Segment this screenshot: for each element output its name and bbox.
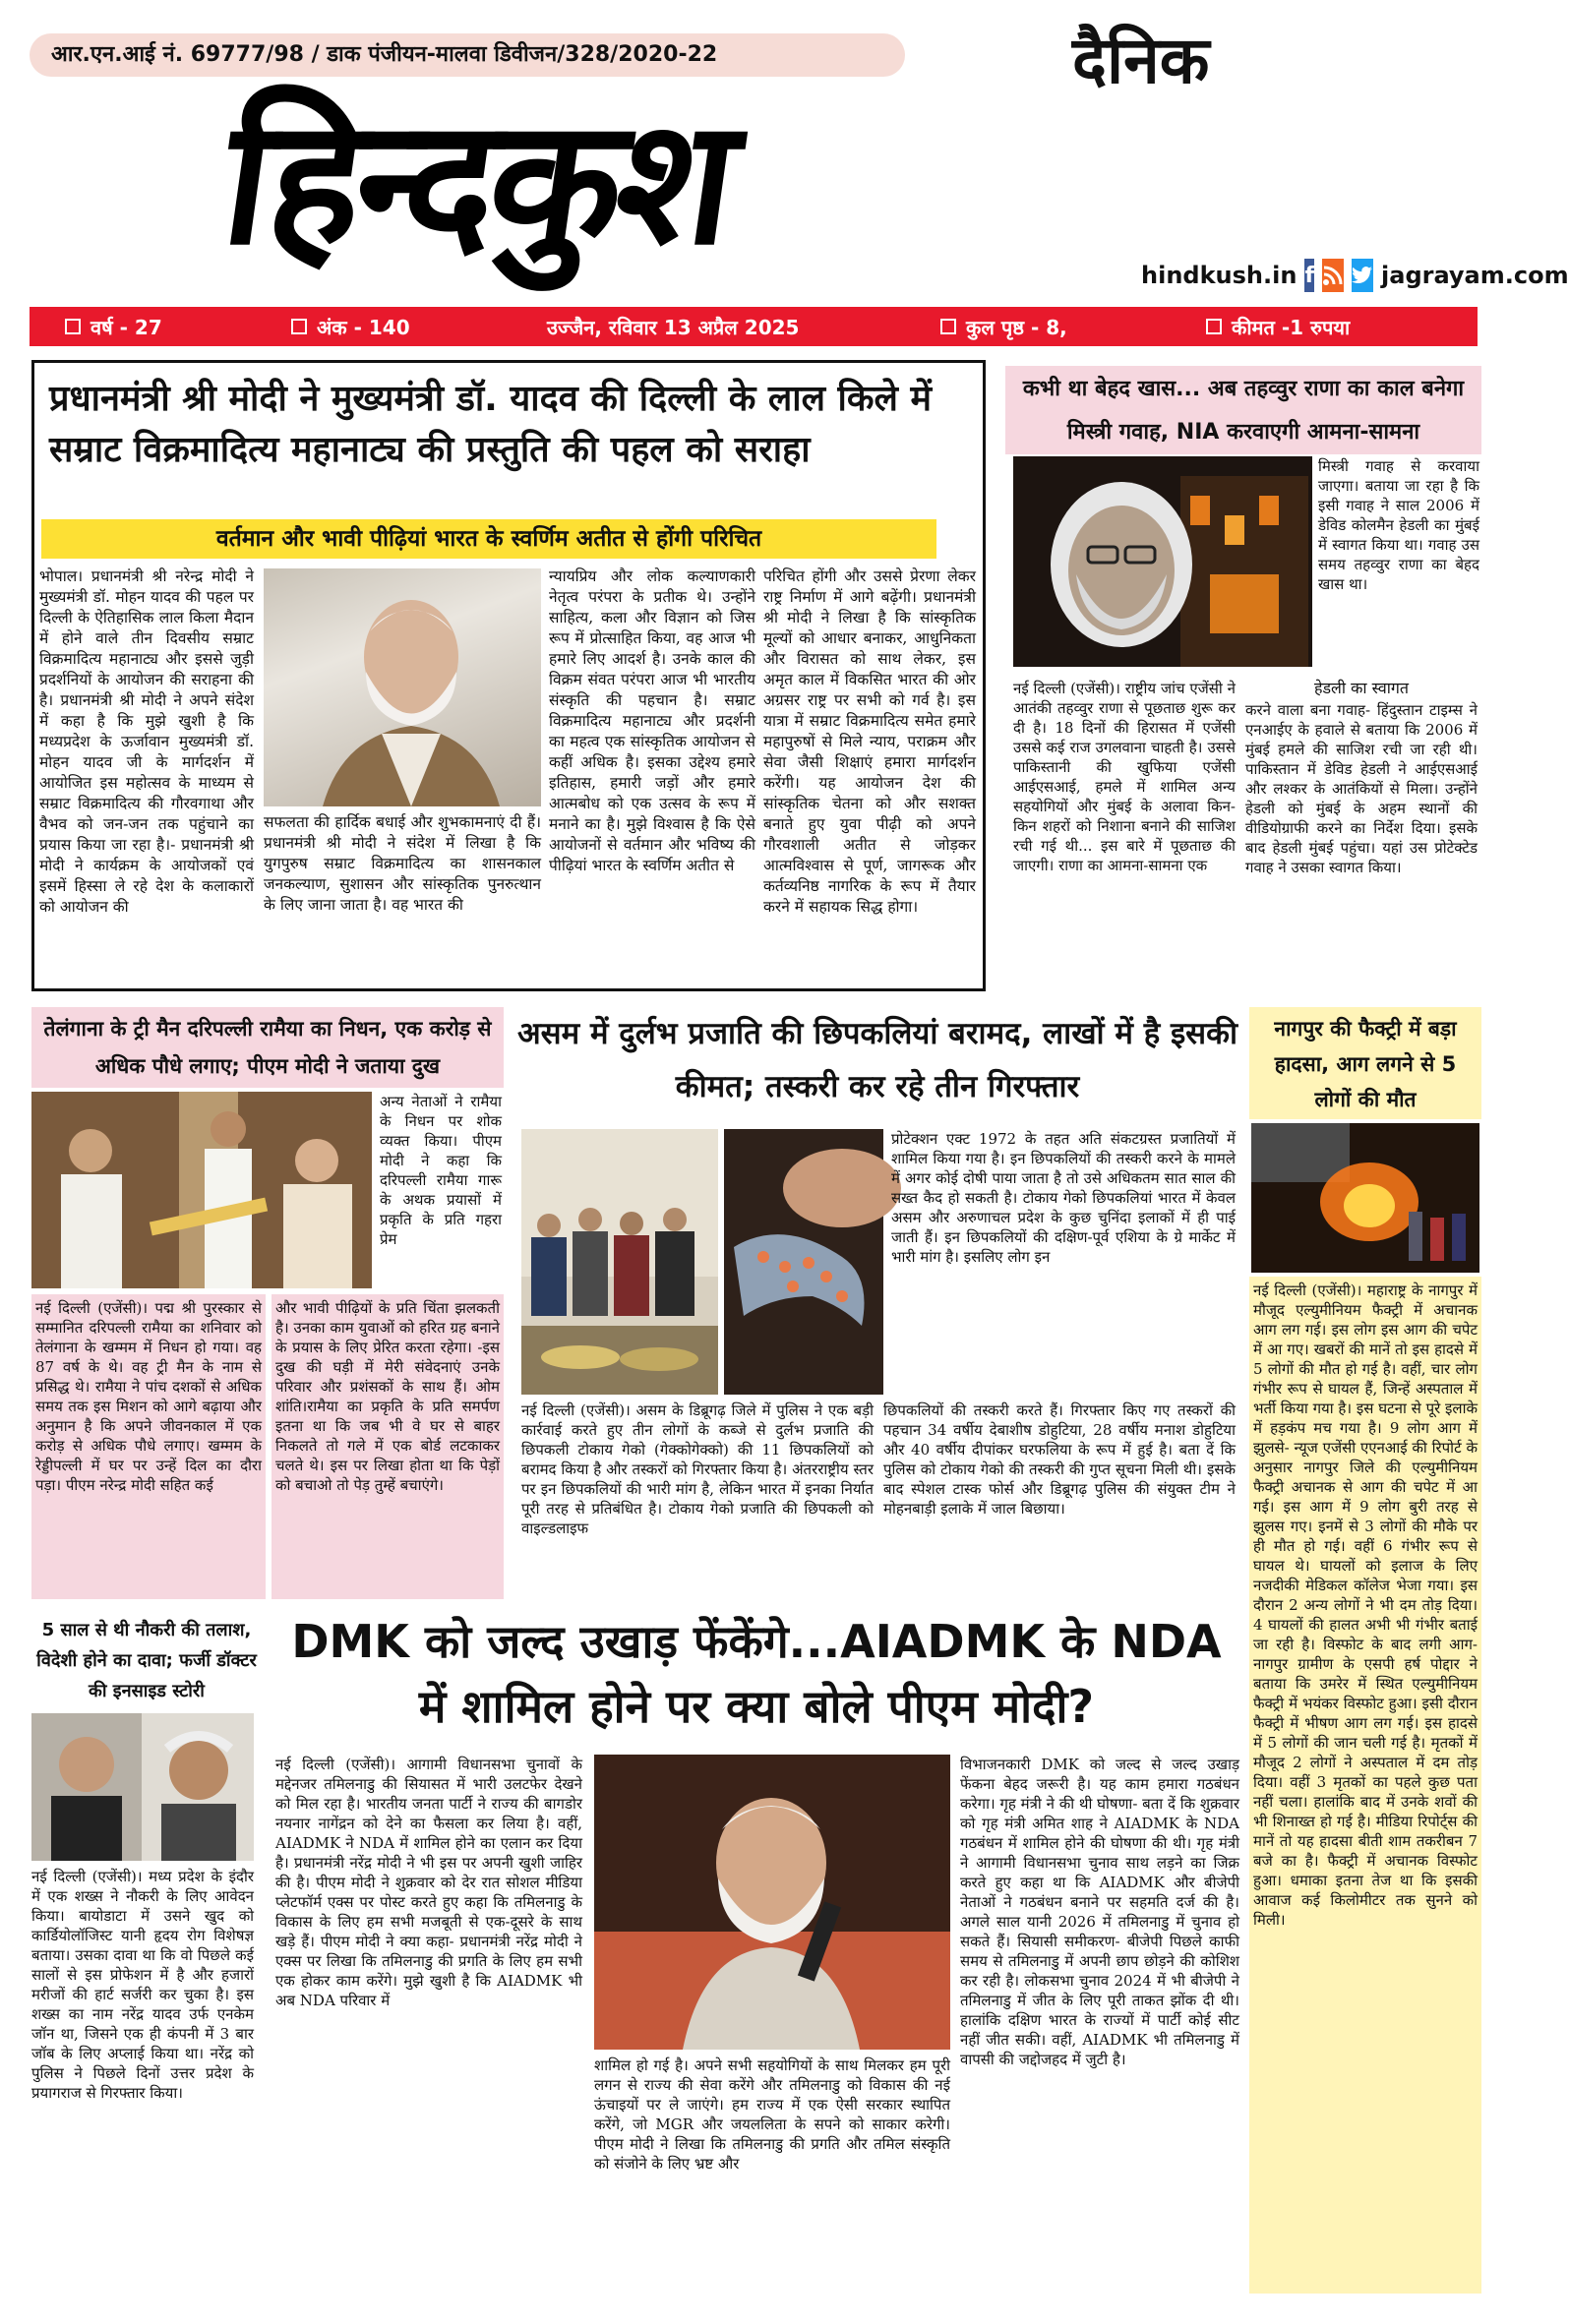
twitter-icon[interactable] (1352, 259, 1373, 292)
checkbox-icon (940, 319, 956, 334)
headline-rana[interactable]: कभी था बेहद खास... अब तहव्वुर राणा का काल बनेगा मिस्त्री गवाह, NIA करवाएगी आमना-सामना (1005, 366, 1481, 454)
lizard-col-top: प्रोटेक्शन एक्ट 1972 के तहत अति संकटग्रस्त प्रजातियों में शामिल किया गया है। इन छिपकलियों की तस्करी करने के मामले में अगर कोई दोषी पाया जाता है तो उसे अधिकतम सात साल की सख्त कैद हो सकती है। टोकाय गेको छिपकलियां भारत में केवल असम और अरुणाचल प्रदेश के कुछ चुनिंदा इलाकों में ही पाई जाती हैं। इन छिपकलियों की दक्षिण-पूर्व एशिया के ग्रे मार्केट में भारी मांग है। इसलिए लोग इन (891, 1130, 1236, 1266)
doctor-body: नई दिल्ली (एजेंसी)। मध्य प्रदेश के इंदौर में एक शख्स ने नौकरी के लिए आवेदन किया। बायोडाटा में उसने खुद को कार्डियोलॉजिस्ट यानी हृदय रोग विशेषज्ञ बताया। उसका दावा था कि वो पिछले कई सालों से इस प्रोफेशन में है और हजारों मरीजों की हार्ट सर्जरी कर चुका है। इस शख्स का नाम नरेंद्र यादव उर्फ एनकेम जॉन था, जिसने एक ही कंपनी में 3 बार जॉब के लिए अप्लाई किया था। नरेंद्र को पुलिस ने पिछले दिनों उत्तर प्रदेश के प्रयागराज से गिरफ्तार किया। (31, 1868, 254, 2102)
dainik-label: दैनिक (1072, 23, 1210, 98)
issue-info-bar (30, 307, 1478, 346)
dmk-col-1: नई दिल्ली (एजेंसी)। आगामी विधानसभा चुनावों के मद्देनजर तमिलनाडु की सियासत में भारी उलटफेर देखने को मिल रहा है। भारतीय जनता पार्टी ने राज्य की बागडोर नयनार नागेंद्रन को देने का फैसला कर लिया है। वहीं, AIADMK ने NDA में शामिल होने का एलान कर दिया है। प्रधानमंत्री नरेंद्र मोदी ने भी इस पर अपनी खुशी जाहिर की है। पीएम मोदी ने शुक्रवार को देर रात सोशल मीडिया प्लेटफॉर्म एक्स पर पोस्ट करते हुए कहा कि तमिलनाडु के विकास के लिए हम सभी मजबूती से एक-दूसरे के साथ खड़े हैं। पीएम मोदी ने क्या कहा- प्रधानमंत्री नरेंद्र मोदी ने एक्स पर लिखा कि तमिलनाडु की प्रगति के लिए हम सभी एक होकर काम करेंगे। मुझे खुशी है कि AIADMK भी अब NDA परिवार में (275, 1756, 582, 2009)
site-link-jagrayam[interactable]: jagrayam.com (1381, 262, 1569, 289)
issue-text: अंक - 140 (317, 315, 410, 339)
rana-col-2: करने वाला बना गवाह- हिंदुस्तान टाइम्स ने एनआईए के हवाले से बताया कि 2006 में मुंबई हमले की साजिश रची जा रही थी। पाकिस्तान में डेविड हेडली ने आईएसआई और लश्कर के आतंकियों से मिला। उन्होंने हेडली को मुंबई के अहम स्थानों की वीडियोग्राफी करने का निर्देश दिया। इसके बाद हेडली मुंबई पहुंचा। यहां उस प्रोटेक्टेड गवाह ने उसका स्वागत किया। (1245, 701, 1478, 876)
year-text: वर्ष - 27 (91, 315, 162, 339)
year-cell (65, 314, 291, 340)
lizard-col-1: नई दिल्ली (एजेंसी)। असम के डिब्रूगढ़ जिले में पुलिस ने एक बड़ी कार्रवाई करते हुए तीन लोगों के कब्जे से दुर्लभ प्रजाति की छिपकली टोकाय गेको (गेक्कोगेक्को) की 11 छिपकलियों को बरामद किया है और तस्करों को गिरफ्तार किया है। अंतरराष्ट्रीय स्तर पर इन छिपकलियों की भारी मांग है, लेकिन भारत में इनका निर्यात पूरी तरह से प्रतिबंधित है। टोकाय गेको प्रजाति की छिपकली को वाइल्डलाइफ (521, 1401, 874, 1537)
ramaiah-col-right: अन्य नेताओं ने रामैया के निधन पर शोक व्यक्त किया। पीएम मोदी ने कहा कि दरिपल्ली रामैया गारू के अथक प्रयासों में प्रकृति के प्रति गहरा प्रेम (380, 1093, 502, 1248)
subhead-vikramaditya: वर्तमान और भावी पीढ़ियां भारत के स्वर्णिम अतीत से होंगी परिचित (41, 519, 936, 559)
price-cell (1206, 314, 1442, 340)
vikramaditya-col-3: न्यायप्रिय और लोक कल्याणकारी नेतृत्व परंपरा के प्रतीक थे। उन्होंने साहित्य, कला और विज्ञान को जिस रूप में प्रोत्साहित किया, वह आज भी हमारे लिए आदर्श है। उनके काल की विक्रम संवत परंपरा आज भी भारतीय संस्कृति की पहचान है। सम्राट विक्रमादित्य महानाट्य और प्रदर्शनी का महत्व एक सांस्कृतिक आयोजन से कहीं अधिक है। इसका उद्देश्य हमारे इतिहास, हमारी जड़ों और हमारे आत्मबोध को एक उत्सव के रूप में मनाने का है। मुझे विश्वास है कि ऐसे आयोजनों से वर्तमान और भविष्य की पीढ़ियां भारत के स्वर्णिम अतीत से (549, 567, 755, 874)
facebook-icon[interactable]: f (1304, 259, 1314, 292)
nagpur-fire-photo (1251, 1123, 1479, 1273)
rana-col-1: नई दिल्ली (एजेंसी)। राष्ट्रीय जांच एजेंसी ने आतंकी तहव्वुर राणा से पूछताछ शुरू कर दी है। 18 दिनों की हिरासत में एजेंसी उससे कई राज उगलवाना चाहती है। उससे पाकिस्तानी की खुफिया एजेंसी आईएसआई, हमले में शामिल अन्य सहयोगियों और मुंबई के अलावा किन-किन शहरों को निशाना बनाने की साजिश रची गई थी... इस बारे में पूछताछ की जाएगी। राणा का आमना-सामना एक (1013, 680, 1236, 874)
headline-dmk[interactable]: DMK को जल्द उखाड़ फेंकेंगे...AIADMK के NDA में शामिल होने पर क्या बोले पीएम मोदी? (291, 1615, 1222, 1733)
ramaiah-col-2: और भावी पीढ़ियों के प्रति चिंता झलकती है। उनका काम युवाओं को हरित ग्रह बनाने के प्रयास के लिए प्रेरित करता रहेगा। -इस दुख की घड़ी में मेरी संवेदनाएं उनके परिवार और प्रशंसकों के साथ हैं। ओम शांति।रामैया का प्रकृति के प्रति समर्पण इतना था कि जब भी वे घर से बाहर निकलते तो गले में एक बोर्ड लटकाकर चलते थे। इस पर लिखा होता था कि पेड़ों को बचाओ तो पेड़ तुम्हें बचाएंगे। (272, 1294, 504, 1599)
headline-nagpur[interactable]: नागपुर की फैक्ट्री में बड़ा हादसा, आग लगने से 5 लोगों की मौत (1249, 1007, 1481, 1119)
rana-col-top: मिस्त्री गवाह से करवाया जाएगा। बताया जा रहा है कि इसी गवाह ने साल 2006 में डेविड कोलमैन हेडली का मुंबई में स्वागत किया था। गवाह उस समय तहव्वुर राणा का बेहद खास था। (1318, 457, 1479, 593)
masthead-title: हिन्दकुश (211, 80, 745, 283)
nagpur-body: नई दिल्ली (एजेंसी)। महाराष्ट्र के नागपुर में मौजूद एल्युमीनियम फैक्ट्री में अचानक आग लग गई। इस लोग इस आग की चपेट में आ गए। खबरों की मानें तो इस हादसे में 5 लोगों की मौत हो गई है। वहीं, चार लोग गंभीर रूप से घायल हैं, जिन्हें अस्पताल में भर्ती किया गया है। इस घटना से पूरे इलाके में हड़कंप मच गया है। 9 लोग आग में झुलसे- न्यूज एजेंसी एएनआई की रिपोर्ट के अनुसार नागपुर जिले की एल्युमीनियम फैक्ट्री अचानक से आग की चपेट में आ गई। इस आग में 9 लोग बुरी तरह से झुलस गए। इनमें से 3 लोगों की मौके पर ही मौत हो गई। वहीं 6 गंभीर रूप से घायल थे। घायलों को इलाज के लिए नजदीकी मेडिकल कॉलेज भेजा गया। इस दौरान 2 अन्य लोगों ने भी दम तोड़ दिया। 4 घायलों की हालत अभी भी गंभीर बताई जा रही है। विस्फोट के बाद लगी आग- नागपुर ग्रामीण के एसपी हर्ष पोद्दार ने बताया कि उमरेर में स्थित एल्युमीनियम फैक्ट्री में भयंकर विस्फोट हुआ। इसी दौरान फैक्ट्री में भीषण आग लग गई। इस हादसे में 5 लोगों की जान चली गई है। मृतकों में मौजूद 2 लोगों ने अस्पताल में दम तोड़ दिया। वहीं 3 मृतकों का पहले कुछ पता नहीं चला। हालांकि बाद में उनके शवों की भी शिनाख्त हो गई है। मीडिया रिपोर्ट्स की मानें तो यह हादसा बीती शाम तकरीबन 7 बजे का है। फैक्ट्री में अचानक विस्फोट हुआ। धमाका इतना तेज था कि इसकी आवाज कई किलोमीटर तक सुनने को मिली। (1249, 1277, 1481, 2294)
headline-vikramaditya[interactable]: प्रधानमंत्री श्री मोदी ने मुख्यमंत्री डॉ. यादव की दिल्ली के लाल किले में सम्राट विक्रमादित्य महानाट्य की प्रस्तुति की पहल को सराहा (49, 379, 932, 470)
doctor-photo (31, 1713, 254, 1861)
checkbox-icon (65, 319, 81, 334)
vikramaditya-col-4: परिचित होंगी और उससे प्रेरणा लेकर राष्ट्र निर्माण में आगे बढ़ेंगी। प्रधानमंत्री श्री मोदी ने लिखा है कि सांस्कृतिक मूल्यों को आधार बनाकर, आधुनिकता और विरासत को साथ लेकर, इस अमृत काल में विकसित भारत की ओर अग्रसर राष्ट्र पर सभी को गर्व है। इस यात्रा में सम्राट विक्रमादित्य समेत हमारे महापुरुषों से मिले न्याय, पराक्रम और सेवा जैसी शिक्षाएं हमारा मार्गदर्शन करेंगी। यह आयोजन देश की सांस्कृतिक चेतना को और सशक्त बनाते हुए युवा पीढ़ी को अपने गौरवशाली अतीत से जोड़कर आत्मविश्वास से पूर्ण, जागरूक और कर्तव्यनिष्ठ नागरिक के रूप में तैयार करने में सहायक सिद्ध होगा। (763, 567, 976, 916)
site-link-hindkush[interactable]: hindkush.in (1141, 262, 1297, 289)
dmk-col-2: शामिल हो गई है। अपने सभी सहयोगियों के साथ मिलकर हम पूरी लगन से राज्य की सेवा करेंगे और तमिलनाडु को विकास की नई ऊंचाइयों पर ले जाएंगे। हम राज्य में एक ऐसी सरकार स्थापित करेंगे, जो MGR और जयललिता के सपने को साकार करेगी। पीएम मोदी ने लिखा कि तमिलनाडु की प्रगति और तमिल संस्कृति को संजोने के लिए भ्रष्ट और (594, 2056, 950, 2173)
date-cell (547, 314, 940, 340)
pages-cell (940, 314, 1206, 340)
date-text: उज्जैन, रविवार 13 अप्रैल 2025 (547, 315, 800, 339)
headline-doctor[interactable]: 5 साल से थी नौकरी की तलाश, विदेशी होने का दावा; फर्जी डॉक्टर की इनसाइड स्टोरी (36, 1620, 257, 1701)
lizard-col-2: छिपकलियों की तस्करी करते हैं। गिरफ्तार किए गए तस्करों की पहचान 34 वर्षीय देबाशीष डोहुटिया, 28 वर्षीय मनाश डोहुटिया और 40 वर्षीय दीपांकर घरफलिया के रूप में हुई है। बता दें कि पुलिस को टोकाय गेको की तस्करी की गुप्त सूचना मिली थी। इसके बाद स्पेशल टास्क फोर्स और डिब्रूगढ़ पुलिस की संयुक्त टीम ने मोहनबाड़ी इलाके में जाल बिछाया। (883, 1401, 1236, 1518)
ramaiah-photo (31, 1092, 372, 1288)
rana-photo (1013, 456, 1312, 667)
issue-cell (291, 314, 547, 340)
checkbox-icon (291, 319, 307, 334)
headline-lizard[interactable]: असम में दुर्लभ प्रजाति की छिपकलियां बरामद, लाखों में है इसकी कीमत; तस्करी कर रहे तीन गिरफ्तार (517, 1016, 1237, 1104)
rana-subheading: हेडली का स्वागत (1313, 679, 1410, 697)
price-text: कीमत -1 रुपया (1232, 315, 1351, 339)
vikramaditya-col-1: भोपाल। प्रधानमंत्री श्री नरेन्द्र मोदी ने मुख्यमंत्री डॉ. मोहन यादव की पहल पर दिल्ली के ऐतिहासिक लाल किला मैदान में होने वाले तीन दिवसीय सम्राट विक्रमादित्य महानाट्य और इससे जुड़ी प्रदर्शनियों के आयोजन की सराहना की है। प्रधानमंत्री श्री मोदी ने अपने संदेश में कहा है कि मुझे खुशी है कि मध्यप्रदेश के ऊर्जावान मुख्यमंत्री डॉ. मोहन यादव जी के मार्गदर्शन में आयोजित इस महोत्सव के माध्यम से सम्राट विक्रमादित्य की गौरवगाथा और वैभव को जन-जन तक पहुंचाने का प्रयास किया जा रहा है।- प्रधानमंत्री श्री मोदी ने कार्यक्रम के आयोजकों एवं इसमें हिस्सा ले रहे देश के कलाकारों को आयोजन की (39, 567, 254, 916)
ramaiah-col-1: नई दिल्ली (एजेंसी)। पद्म श्री पुरस्कार से सम्मानित दरिपल्ली रामैया का शनिवार को तेलंगाना के खम्मम में निधन हो गया। वह 87 वर्ष के थे। वह ट्री मैन के नाम से प्रसिद्ध थे। रामैया ने पांच दशकों से अधिक समय तक इस मिशन को आगे बढ़ाया और अनुमान है कि अपने जीवनकाल में एक करोड़ से अधिक पौधे लगाए। खम्मम के रेड्डीपल्ली में घर पर उन्हें दिल का दौरा पड़ा। पीएम नरेन्द्र मोदी सहित कई (31, 1294, 266, 1599)
gecko-photo (724, 1129, 883, 1395)
vikramaditya-col-2: सफलता की हार्दिक बधाई और शुभकामनाएं दी हैं। प्रधानमंत्री श्री मोदी ने संदेश में लिखा है कि युगपुरुष सम्राट विक्रमादित्य का शासनकाल जनकल्याण, सुशासन और सांस्कृतिक पुनरुत्थान के लिए जाना जाता है। वह भारत की (264, 813, 541, 914)
web-links (1141, 254, 1569, 297)
headline-ramaiah[interactable]: तेलंगाना के ट्री मैन दरिपल्ली रामैया का निधन, एक करोड़ से अधिक पौधे लगाए; पीएम मोदी ने जताया दुख (31, 1007, 504, 1088)
checkbox-icon (1206, 319, 1222, 334)
dmk-col-3: विभाजनकारी DMK को जल्द से जल्द उखाड़ फेंकना बेहद जरूरी है। यह काम हमारा गठबंधन करेगा। गृह मंत्री ने की थी घोषणा- बता दें कि शुक्रवार को गृह मंत्री अमित शाह ने AIADMK के NDA गठबंधन में शामिल होने की घोषणा की थी। गृह मंत्री ने आगामी विधानसभा चुनाव साथ लड़ने का जिक्र करते हुए कहा था कि AIADMK और बीजेपी नेताओं ने गठबंधन बनाने पर सहमति दर्ज की है। अगले साल यानी 2026 में तमिलनाडु में चुनाव हो सकते हैं। सियासी समीकरण- बीजेपी पिछले काफी समय से तमिलनाडु में अपनी छाप छोड़ने की कोशिश कर रही है। लोकसभा चुनाव 2024 में भी बीजेपी ने तमिलनाडु में जीत के लिए पूरी ताकत झोंक दी थी। हालांकि दक्षिण भारत के राज्यों में पार्टी कोई सीट नहीं जीत सकी। वहीं, AIADMK भी तमिलनाडु में वापसी की जद्दोजहद में जुटी है। (960, 1756, 1239, 2068)
registration-strip: आर.एन.आई नं. 69777/98 / डाक पंजीयन-मालवा डिवीजन/328/2020-22 (30, 33, 905, 77)
modi-speaking-photo (594, 1755, 950, 2050)
modi-photo (264, 568, 541, 806)
rss-icon[interactable] (1322, 259, 1344, 292)
pages-text: कुल पृष्ठ - 8, (966, 315, 1067, 339)
lizard-group-photo (521, 1129, 718, 1395)
